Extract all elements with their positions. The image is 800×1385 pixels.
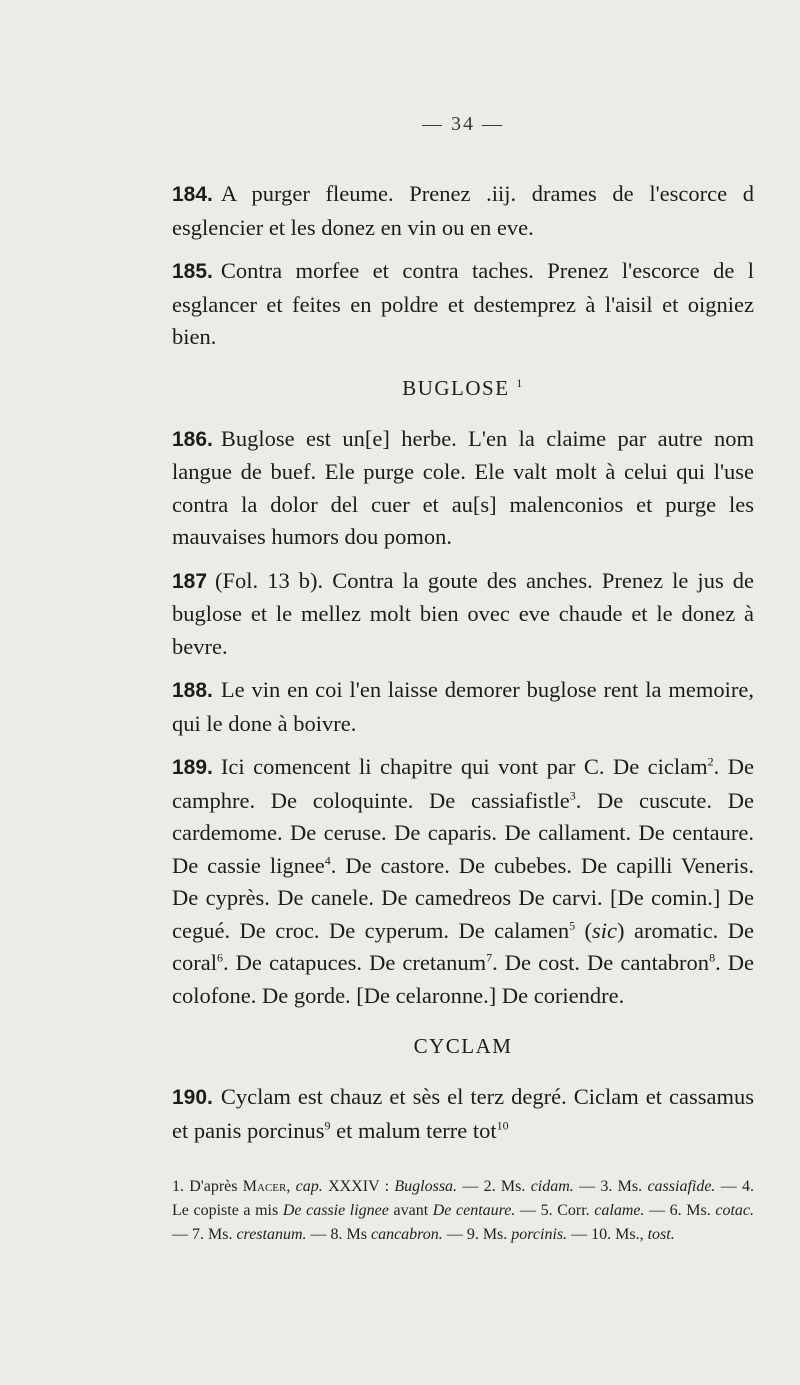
paragraph-187	[172, 565, 754, 664]
footnote-text: — 3. Ms.	[573, 1178, 648, 1195]
footnote-italic: De cassie lignee	[282, 1202, 389, 1219]
footnote-ref[interactable]: 3	[569, 788, 576, 802]
footnote-ref[interactable]: 6	[216, 950, 223, 965]
footnote-ref[interactable]: 2	[707, 754, 714, 769]
paragraph-number: 189.	[172, 756, 213, 779]
footnote-text: — 6. Ms.	[649, 1202, 716, 1219]
footnote-text: avant	[388, 1202, 433, 1219]
paragraph-text: Le vin en coi l'en laisse demorer buglose rent la memoire, qui le done à boivre.	[172, 677, 754, 736]
footnote-text: — 5. Corr.	[515, 1202, 595, 1219]
footnote-text: ,	[286, 1178, 296, 1195]
section-heading-cyclam: CYCLAM	[413, 1034, 513, 1058]
footnote-italic: crestanum.	[236, 1226, 307, 1243]
paragraph-188	[172, 674, 754, 740]
paragraph-186	[172, 423, 754, 554]
paragraph-text: . De cuscute. De cardemome. De ceruse. De caparis. De callament. De centaure. De cassie lignee	[172, 787, 754, 878]
paragraph-text: ) aromatic. De coral	[172, 917, 754, 975]
footnote-italic: cidam.	[530, 1178, 574, 1195]
paragraph-number: 184.	[172, 183, 213, 206]
paragraph-text: . De castore. De cubebes. De capilli Veneris. De cyprès. De canele. De camedreos De carvi. [De comin.] De cegué. De croc. De cyperum. De calamen	[172, 852, 754, 943]
footnote-italic: cassiafide.	[647, 1178, 716, 1195]
footnote-ref[interactable]: 4	[324, 853, 331, 867]
paragraph-text: (Fol. 13 b). Contra la goute des anches. Prenez le jus de buglose et le mellez molt bien ovec eve chaude et le donez à bevre.	[172, 567, 754, 659]
paragraph-189	[172, 751, 754, 1012]
footnote-ref[interactable]: 10	[496, 1118, 509, 1132]
paragraph-text: . De catapuces. De cretanum	[222, 950, 487, 975]
footnote-text: — 2. Ms.	[457, 1178, 531, 1195]
footnote-ref[interactable]: 8	[709, 950, 716, 965]
footnote-text: — 8. Ms	[306, 1226, 371, 1243]
paragraph-text: et malum terre tot	[330, 1117, 497, 1143]
footnote-text: — 9. Ms.	[442, 1226, 512, 1243]
section-heading-buglose	[172, 376, 754, 401]
footnote-author: Macer	[242, 1178, 287, 1195]
footnote-text: 1. D'après	[172, 1178, 243, 1195]
sic-note: sic	[592, 917, 618, 943]
paragraph-text: (	[575, 917, 593, 943]
paragraph-text: Contra morfee et contra taches. Prenez l'escorce de l esglancer et feites en poldre et destemprez à l'aisil et oigniez bien.	[172, 258, 754, 349]
paragraph-text: A purger fleume. Prenez .iij. drames de l'escorce d esglencier et les donez en vin ou en eve.	[172, 181, 754, 240]
footnote-italic: cap.	[295, 1178, 323, 1195]
paragraph-number: 185.	[172, 260, 213, 283]
footnote-ref[interactable]: 9	[324, 1118, 331, 1132]
footnote-text: — 10. Ms.,	[567, 1226, 648, 1243]
footnote-italic: cotac.	[715, 1202, 754, 1219]
footnote-ref[interactable]: 1	[516, 375, 524, 390]
paragraph-number: 186.	[172, 427, 213, 451]
footnote-italic: porcinis.	[511, 1226, 568, 1243]
footnote-italic: tost.	[647, 1226, 675, 1243]
paragraph-184	[172, 178, 754, 244]
footnote-italic: De centaure.	[432, 1202, 516, 1219]
page-number: — 34 —	[422, 113, 504, 135]
paragraph-number: 190.	[172, 1086, 213, 1109]
heading-text: BUGLOSE	[402, 375, 510, 400]
paragraph-185	[172, 255, 754, 354]
footnote-ref[interactable]: 7	[486, 950, 493, 965]
paragraph-text: . De camphre. De coloquinte. De cassiafistle	[172, 754, 754, 813]
paragraph-text: Cyclam est chauz et sès el terz degré. Ciclam et cassamus et panis porcinus	[172, 1084, 754, 1143]
footnote-text: — 4. Le copiste a mis	[172, 1178, 755, 1219]
paragraph-number: 187	[172, 569, 208, 593]
footnotes	[172, 1175, 754, 1247]
paragraph-text: Ici comencent li chapitre qui vont par C. De ciclam	[220, 754, 708, 779]
paragraph-text: . De colofone. De gorde. [De celaronne.] De coriendre.	[172, 950, 754, 1008]
footnote-italic: calame.	[594, 1202, 645, 1219]
footnote-italic: cancabron.	[370, 1226, 443, 1243]
paragraph-text: Buglose est un[e] herbe. L'en la claime par autre nom langue de buef. Ele purge cole. Ele valt molt à celui qui l'use contra la dolor del cuer et au[s] malenconios et purge les mauvaises humors dou pomon.	[172, 425, 754, 549]
footnote-italic: Buglossa.	[394, 1178, 458, 1195]
paragraph-text: . De cost. De cantabron	[492, 950, 710, 975]
footnote-ref[interactable]: 5	[569, 918, 576, 932]
paragraph-190	[172, 1081, 754, 1147]
paragraph-number: 188.	[172, 679, 213, 702]
footnote-text: — 7. Ms.	[172, 1226, 237, 1243]
footnote-text: XXXIV :	[322, 1178, 395, 1195]
